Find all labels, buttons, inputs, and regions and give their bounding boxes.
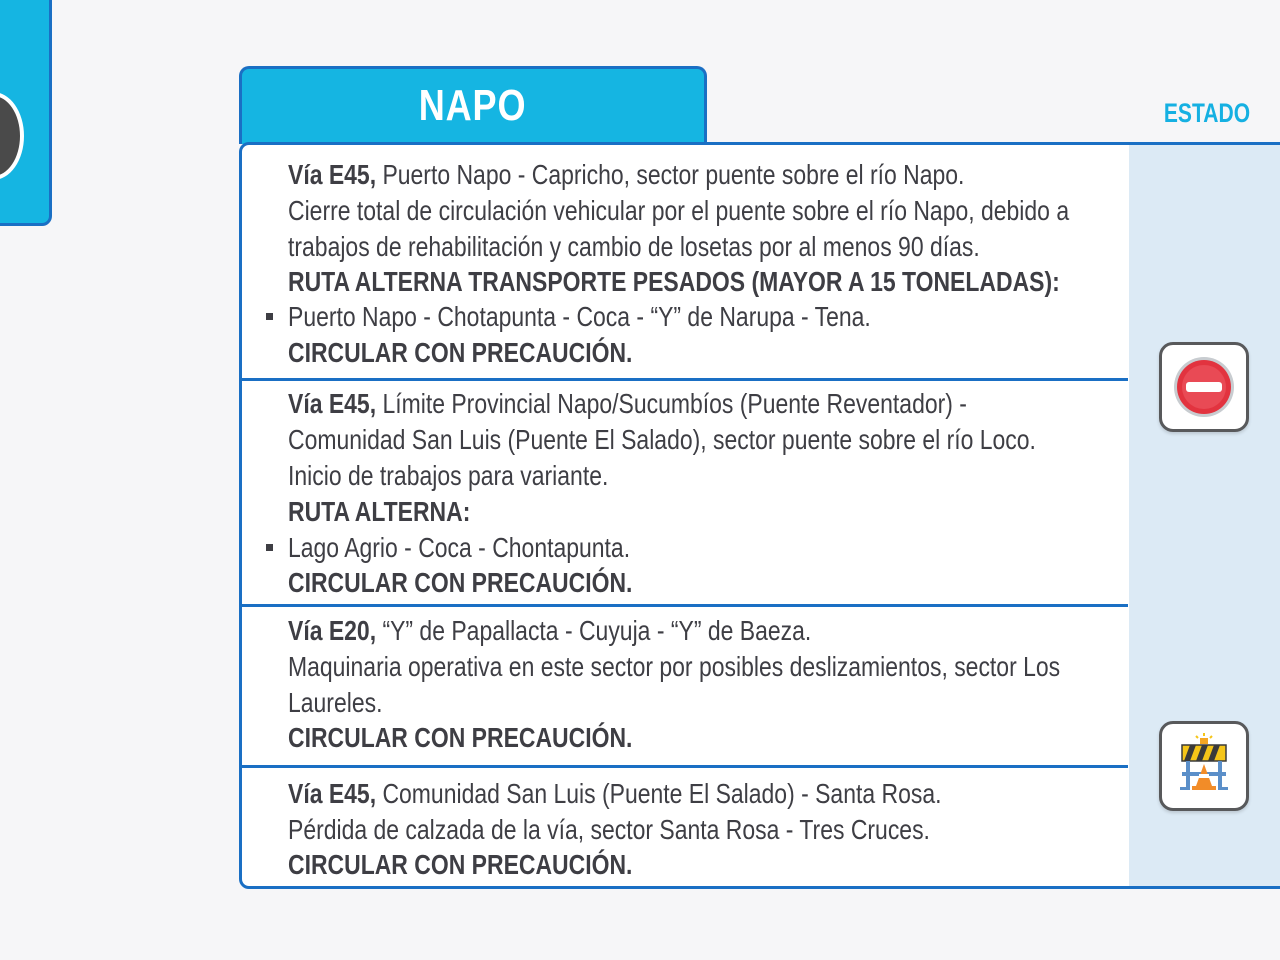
entry-2-route: Límite Provincial Napo/Sucumbíos (Puente Reventador) - (376, 388, 967, 419)
entry-2-line-3: Inicio de trabajos para variante. (288, 460, 609, 491)
road-entry-3 (242, 607, 1127, 765)
entry-2-line-2: Comunidad San Luis (Puente El Salado), sector puente sobre el río Loco. (288, 424, 1036, 455)
road-status-table (239, 142, 1280, 889)
status-closed (1159, 342, 1249, 432)
entry-3-line-1 (288, 613, 811, 649)
no-entry-icon (1162, 345, 1246, 429)
entry-1-line-2: Cierre total de circulación vehicular por el puente sobre el río Napo, debido a (288, 195, 1070, 226)
bullet-icon (266, 313, 273, 320)
road-entry-4 (242, 768, 1127, 888)
entry-3-line-2: Maquinaria operativa en este sector por posibles deslizamientos, sector Los (288, 651, 1061, 682)
road-entry-2 (242, 381, 1127, 604)
entry-2-via: Vía E45, (288, 388, 377, 419)
entry-3-caution: CIRCULAR CON PRECAUCIÓN. (288, 722, 633, 753)
entry-4-route: Comunidad San Luis (Puente El Salado) - Santa Rosa. (376, 778, 942, 809)
entry-2-alt-route: Lago Agrio - Coca - Chontapunta. (288, 532, 631, 563)
entry-1-alt-route-label: RUTA ALTERNA TRANSPORTE PESADOS (MAYOR A 15 TONELADAS): (288, 266, 1060, 297)
entry-4-caution: CIRCULAR CON PRECAUCIÓN. (288, 849, 633, 880)
entry-1-alt-route: Puerto Napo - Chotapunta - Coca - “Y” de Narupa - Tena. (288, 301, 871, 332)
entry-4-line-2: Pérdida de calzada de la vía, sector Santa Rosa - Tres Cruces. (288, 814, 930, 845)
entry-1-via: Vía E45, (288, 159, 377, 190)
bullet-icon (266, 544, 273, 551)
road-entry-1 (242, 145, 1127, 378)
province-title: NAPO (419, 81, 527, 130)
status-road-works (1159, 721, 1249, 811)
entry-1-caution: CIRCULAR CON PRECAUCIÓN. (288, 337, 633, 368)
entry-1-route: Puerto Napo - Capricho, sector puente sobre el río Napo. (376, 159, 965, 190)
estado-column-header: ESTADO (1163, 98, 1251, 128)
entry-3-line-3: Laureles. (288, 687, 383, 718)
entry-1-line-1 (288, 157, 964, 193)
entry-4-via: Vía E45, (288, 778, 377, 809)
entry-2-line-1 (288, 386, 967, 422)
road-barrier-icon (1162, 724, 1246, 808)
entry-4-line-1 (288, 776, 941, 812)
entry-3-via: Vía E20, (288, 615, 377, 646)
entry-2-alt-route-label: RUTA ALTERNA: (288, 496, 471, 527)
entry-1-line-3: trabajos de rehabilitación y cambio de losetas por al menos 90 días. (288, 231, 980, 262)
entry-2-caution: CIRCULAR CON PRECAUCIÓN. (288, 567, 633, 598)
entry-3-route: “Y” de Papallacta - Cuyuja - “Y” de Baeza. (376, 615, 812, 646)
province-tab (239, 66, 707, 144)
